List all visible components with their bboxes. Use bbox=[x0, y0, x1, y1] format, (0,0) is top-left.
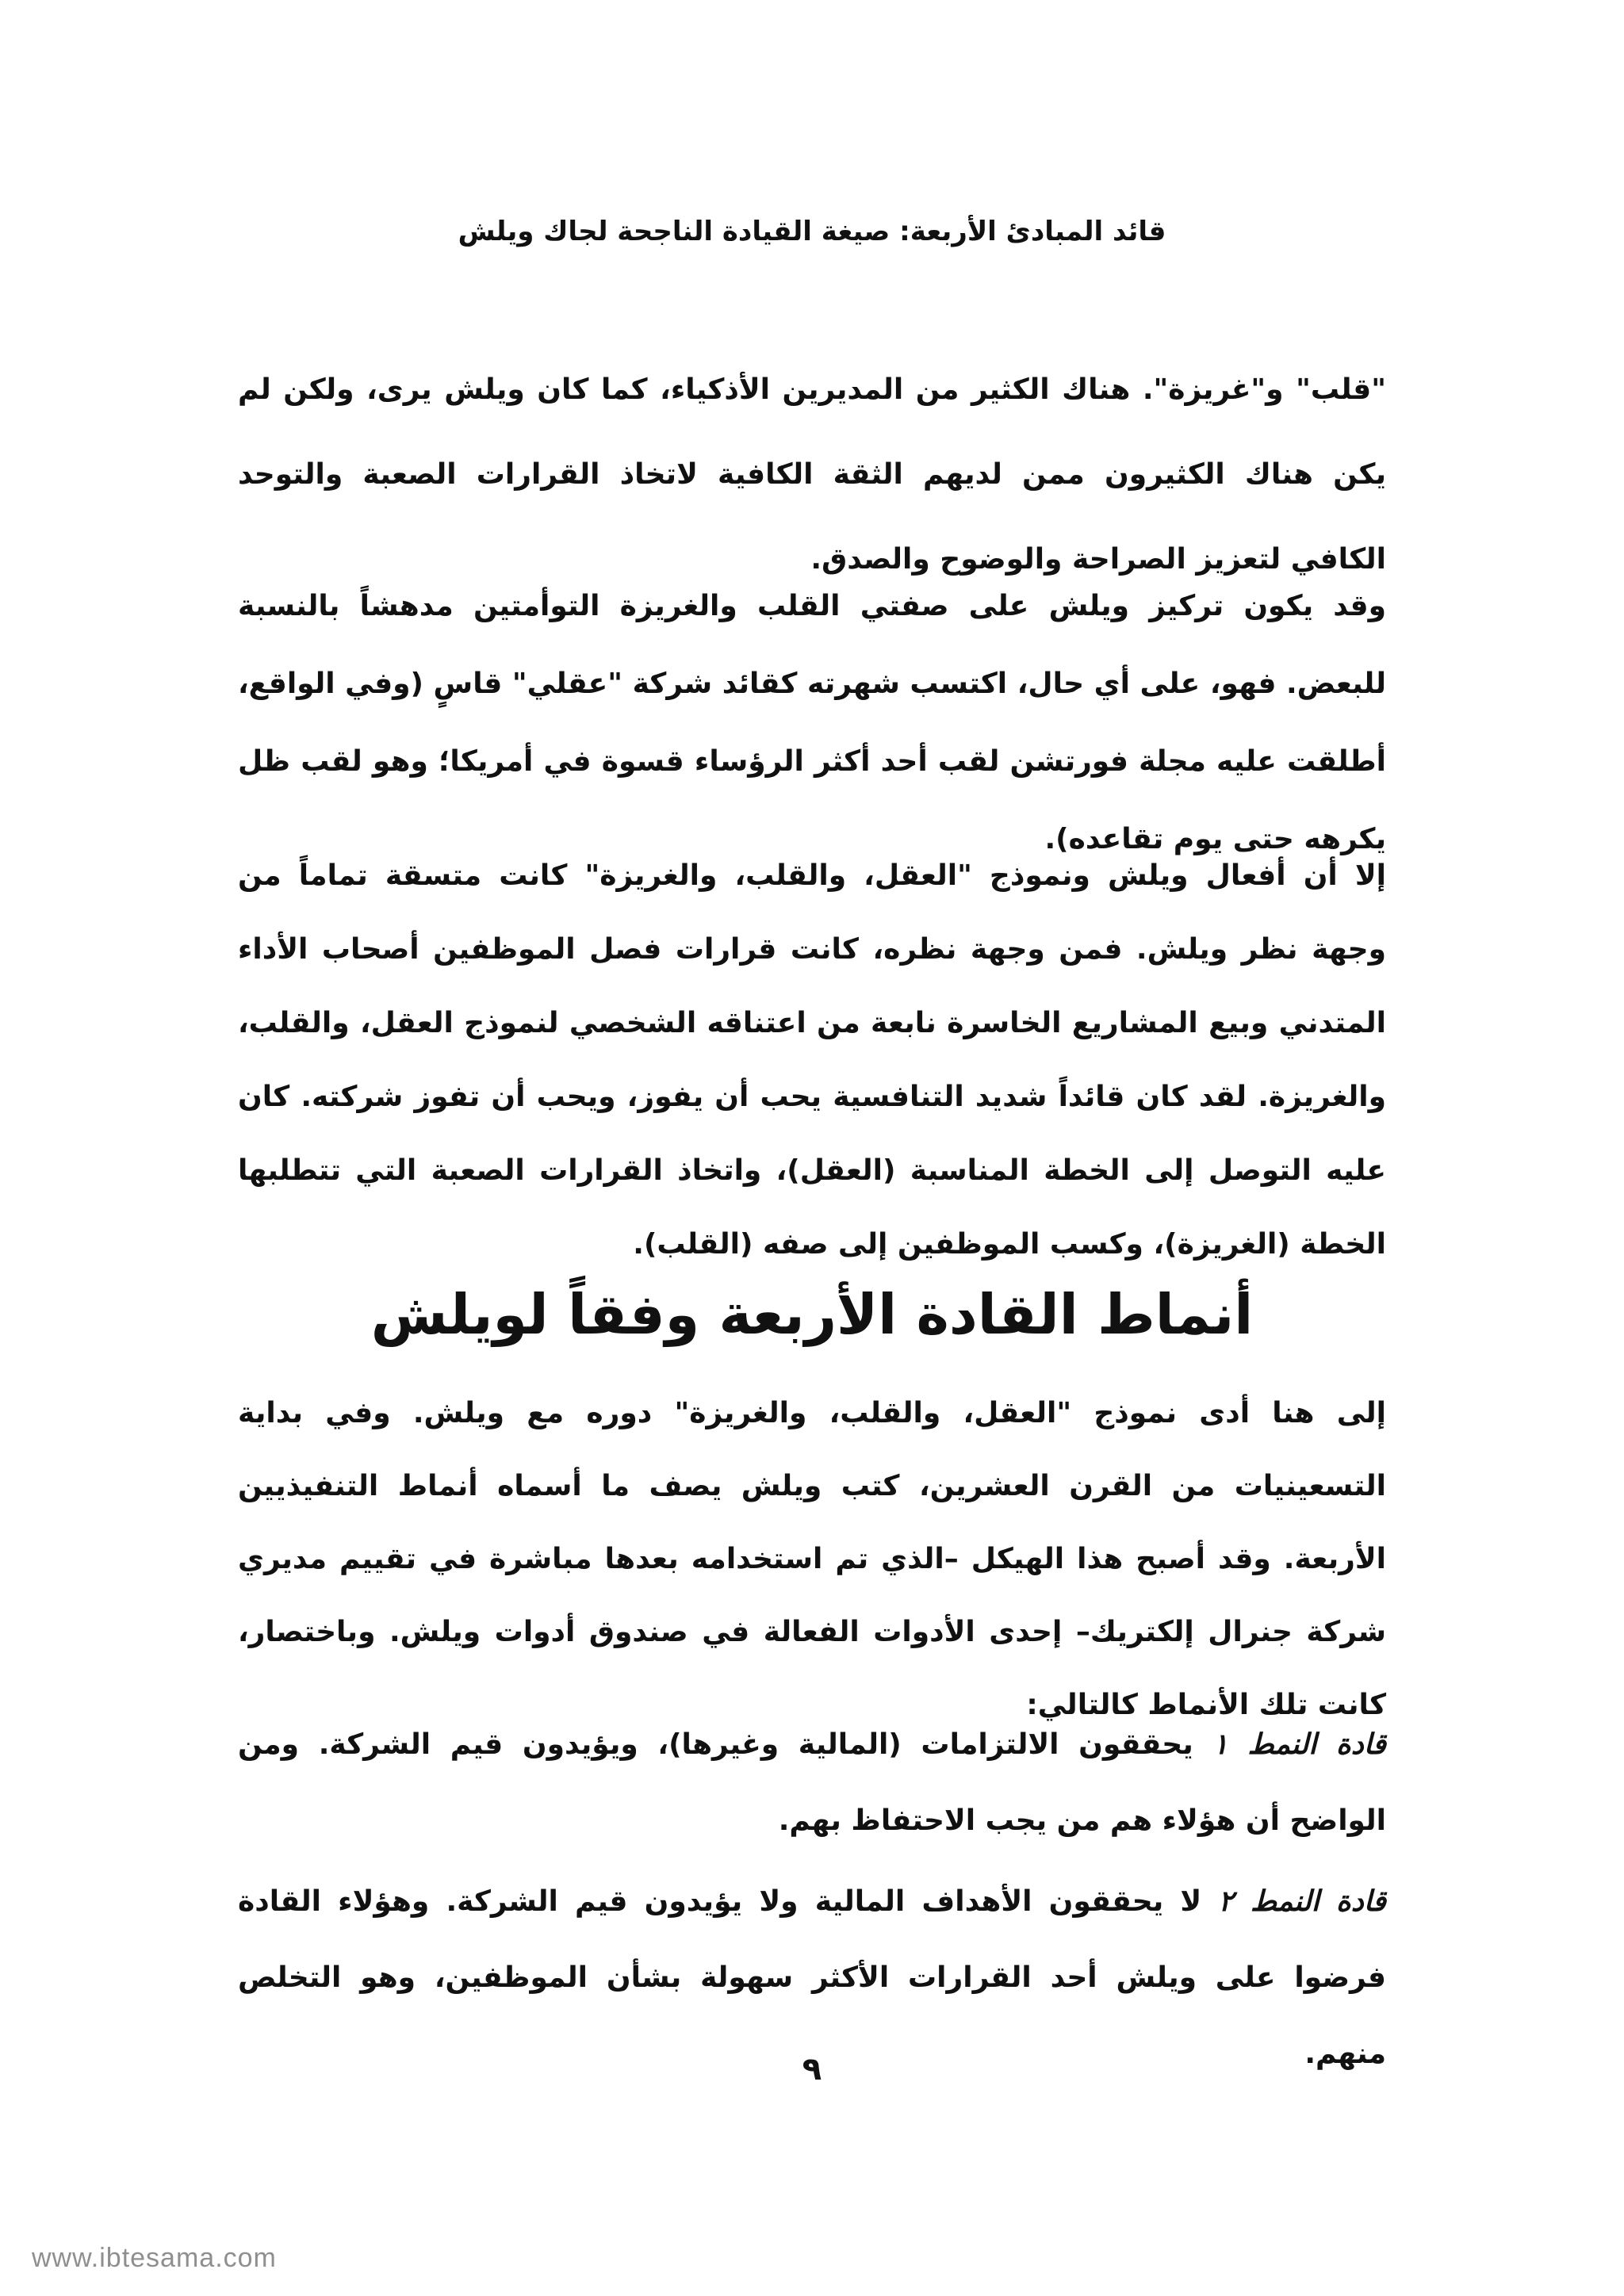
list-item-term: قادة النمط ٢ bbox=[1218, 1885, 1386, 1918]
watermark: www.ibtesama.com bbox=[32, 2243, 277, 2273]
list-item-text: يحققون الالتزامات (المالية وغيرها)، ويؤيدون قيم الشركة. ومن الواضح أن هؤلاء هم من يجب الاحتفاظ بهم. bbox=[238, 1728, 1386, 1837]
list-item-type-1 bbox=[238, 1707, 1386, 1859]
page-number: ٩ bbox=[802, 2051, 822, 2087]
paragraph-1: "قلب" و"غريزة". هناك الكثير من المديرين الأذكياء، كما كان ويلش يرى، ولكن لم يكن هناك الكثيرون ممن لديهم الثقة الكافية لاتخاذ القرارات الصعبة والتوحد الكافي لتعزيز الصراحة والوضوح والصدق. bbox=[238, 373, 1386, 576]
section-heading: أنماط القادة الأربعة وفقاً لويلش bbox=[370, 1282, 1254, 1347]
paragraph-3: إلا أن أفعال ويلش ونموذج "العقل، والقلب، والغريزة" كانت متسقة تماماً من وجهة نظر ويلش. فمن وجهة نظره، كانت قرارات فصل الموظفين أصحاب الأداء المتدني وبيع المشاريع الخاسرة نابعة من اعتناقه الشخصي لنموذج العقل، والقلب، والغريزة. لقد كان قائداً شديد التنافسية يحب أن يفوز، ويحب أن تفوز شركته. كان عليه التوصل إلى الخطة المناسبة (العقل)، واتخاذ القرارات الصعبة التي تتطلبها الخطة (الغريزة)، وكسب الموظفين إلى صفه (القلب). bbox=[238, 859, 1386, 1261]
list-item-term: قادة النمط ١ bbox=[1212, 1728, 1386, 1761]
section-intro-paragraph: إلى هنا أدى نموذج "العقل، والقلب، والغريزة" دوره مع ويلش. وفي بداية التسعينيات من القرن العشرين، كتب ويلش يصف ما أسماه أنماط التنفيذيين الأربعة. وقد أصبح هذا الهيكل –الذي تم استخدامه بعدها مباشرة في تقييم مديري شركة جنرال إلكتريك– إحدى الأدوات الفعالة في صندوق أدوات ويلش. وباختصار، كانت تلك الأنماط كالتالي: bbox=[238, 1397, 1386, 1721]
paragraph-2: وقد يكون تركيز ويلش على صفتي القلب والغريزة التوأمتين مدهشاً بالنسبة للبعض. فهو، على أي حال، اكتسب شهرته كقائد شركة "عقلي" قاسٍ (وفي الواقع، أطلقت عليه مجلة فورتشن لقب أحد أكثر الرؤساء قسوة في أمريكا؛ وهو لقب ظل يكرهه حتى يوم تقاعده). bbox=[238, 590, 1386, 855]
list-item-text: لا يحققون الأهداف المالية ولا يؤيدون قيم الشركة. وهؤلاء القادة فرضوا على ويلش أحد القرارات الأكثر سهولة بشأن الموظفين، وهو التخلص منهم. bbox=[238, 1885, 1386, 2070]
running-header: قائد المبادئ الأربعة: صيغة القيادة الناجحة لجاك ويلش bbox=[458, 216, 1166, 247]
